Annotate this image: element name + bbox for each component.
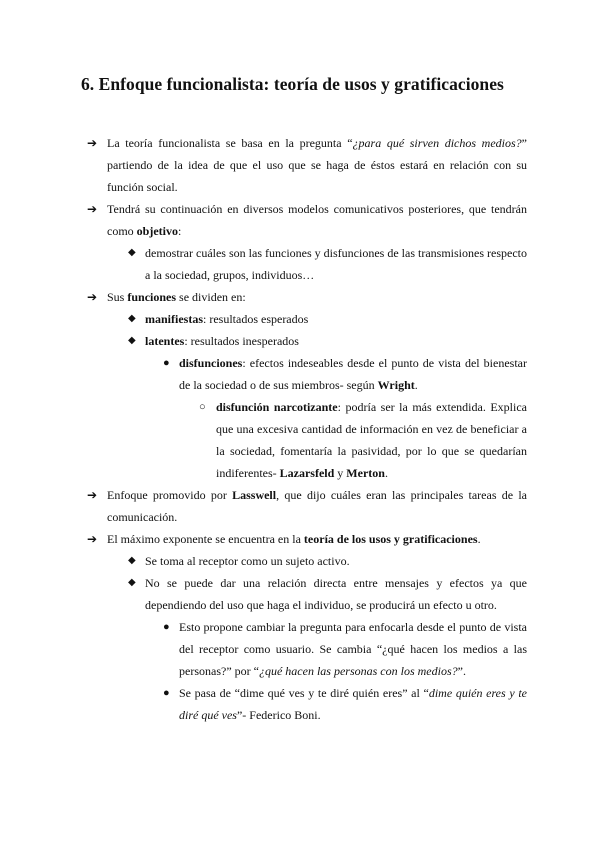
circle-bullet-icon: ○ bbox=[199, 401, 206, 413]
diamond-bullet-icon: ◆ bbox=[128, 313, 136, 324]
sub-item-demostrar-funciones: demostrar cuáles son las funciones y disfunciones de las transmisiones respecto a la sociedad, grupos, individuos… bbox=[145, 246, 527, 282]
diamond-bullet-icon: ◆ bbox=[128, 247, 136, 258]
diamond-bullet-icon: ◆ bbox=[128, 555, 136, 566]
list-item-lasswell: Enfoque promovido por Lasswell, que dijo cuáles eran las principales tareas de la comunicación. bbox=[107, 488, 527, 524]
question-para-que-sirven: ¿para qué sirven dichos medios? bbox=[352, 136, 522, 150]
diamond-bullet-icon: ◆ bbox=[128, 335, 136, 346]
sub-item-cambiar-pregunta: Esto propone cambiar la pregunta para enfocarla desde el punto de vista del receptor como usuario. Se cambia “¿qué hacen los medios a las personas?” por “¿qué hacen las personas con los medios?”. bbox=[179, 620, 527, 678]
arrow-bullet-icon: ➔ bbox=[87, 488, 98, 502]
arrow-bullet-icon: ➔ bbox=[87, 202, 98, 216]
disc-bullet-icon: ● bbox=[163, 357, 170, 369]
disc-bullet-icon: ● bbox=[163, 621, 170, 633]
arrow-bullet-icon: ➔ bbox=[87, 532, 98, 546]
list-item-maximo-exponente: El máximo exponente se encuentra en la teoría de los usos y gratificaciones. bbox=[107, 532, 481, 546]
sub-item-disfuncion-narcotizante: disfunción narcotizante: podría ser la más extendida. Explica que una excesiva cantidad de información en vez de beneficiar a la sociedad, fomentaría la pasividad, por lo que se quedarían indiferentes- Lazarsfeld y Merton. bbox=[216, 400, 527, 480]
sub-item-manifiestas: manifiestas: resultados esperados bbox=[145, 312, 309, 326]
page-title: 6. Enfoque funcionalista: teoría de usos y gratificaciones bbox=[81, 74, 504, 94]
sub-item-relacion-directa: No se puede dar una relación directa entre mensajes y efectos ya que dependiendo del uso que haga el individuo, se producirá un efecto u otro. bbox=[145, 576, 527, 612]
arrow-bullet-icon: ➔ bbox=[87, 290, 98, 304]
sub-item-disfunciones: disfunciones: efectos indeseables desde el punto de vista del bienestar de la sociedad o de sus miembros- según Wright. bbox=[179, 356, 527, 392]
arrow-bullet-icon: ➔ bbox=[87, 136, 98, 150]
diamond-bullet-icon: ◆ bbox=[128, 577, 136, 588]
disc-bullet-icon: ● bbox=[163, 687, 170, 699]
list-item-funciones: Sus funciones se dividen en: bbox=[107, 290, 246, 304]
list-item-teoria-funcionalista: La teoría funcionalista se basa en la pregunta “¿para qué sirven dichos medios?” partiendo de la idea de que el uso que se haga de éstos estará en relación con su función social. bbox=[107, 136, 527, 194]
list-item-continuacion-modelos: Tendrá su continuación en diversos modelos comunicativos posteriores, que tendrán como objetivo: bbox=[107, 202, 527, 238]
sub-item-receptor-activo: Se toma al receptor como un sujeto activo. bbox=[145, 554, 350, 568]
sub-item-latentes: latentes: resultados inesperados bbox=[145, 334, 299, 348]
sub-item-dime-que-ves: Se pasa de “dime qué ves y te diré quién eres” al “dime quién eres y te diré qué ves”- Federico Boni. bbox=[179, 686, 527, 722]
